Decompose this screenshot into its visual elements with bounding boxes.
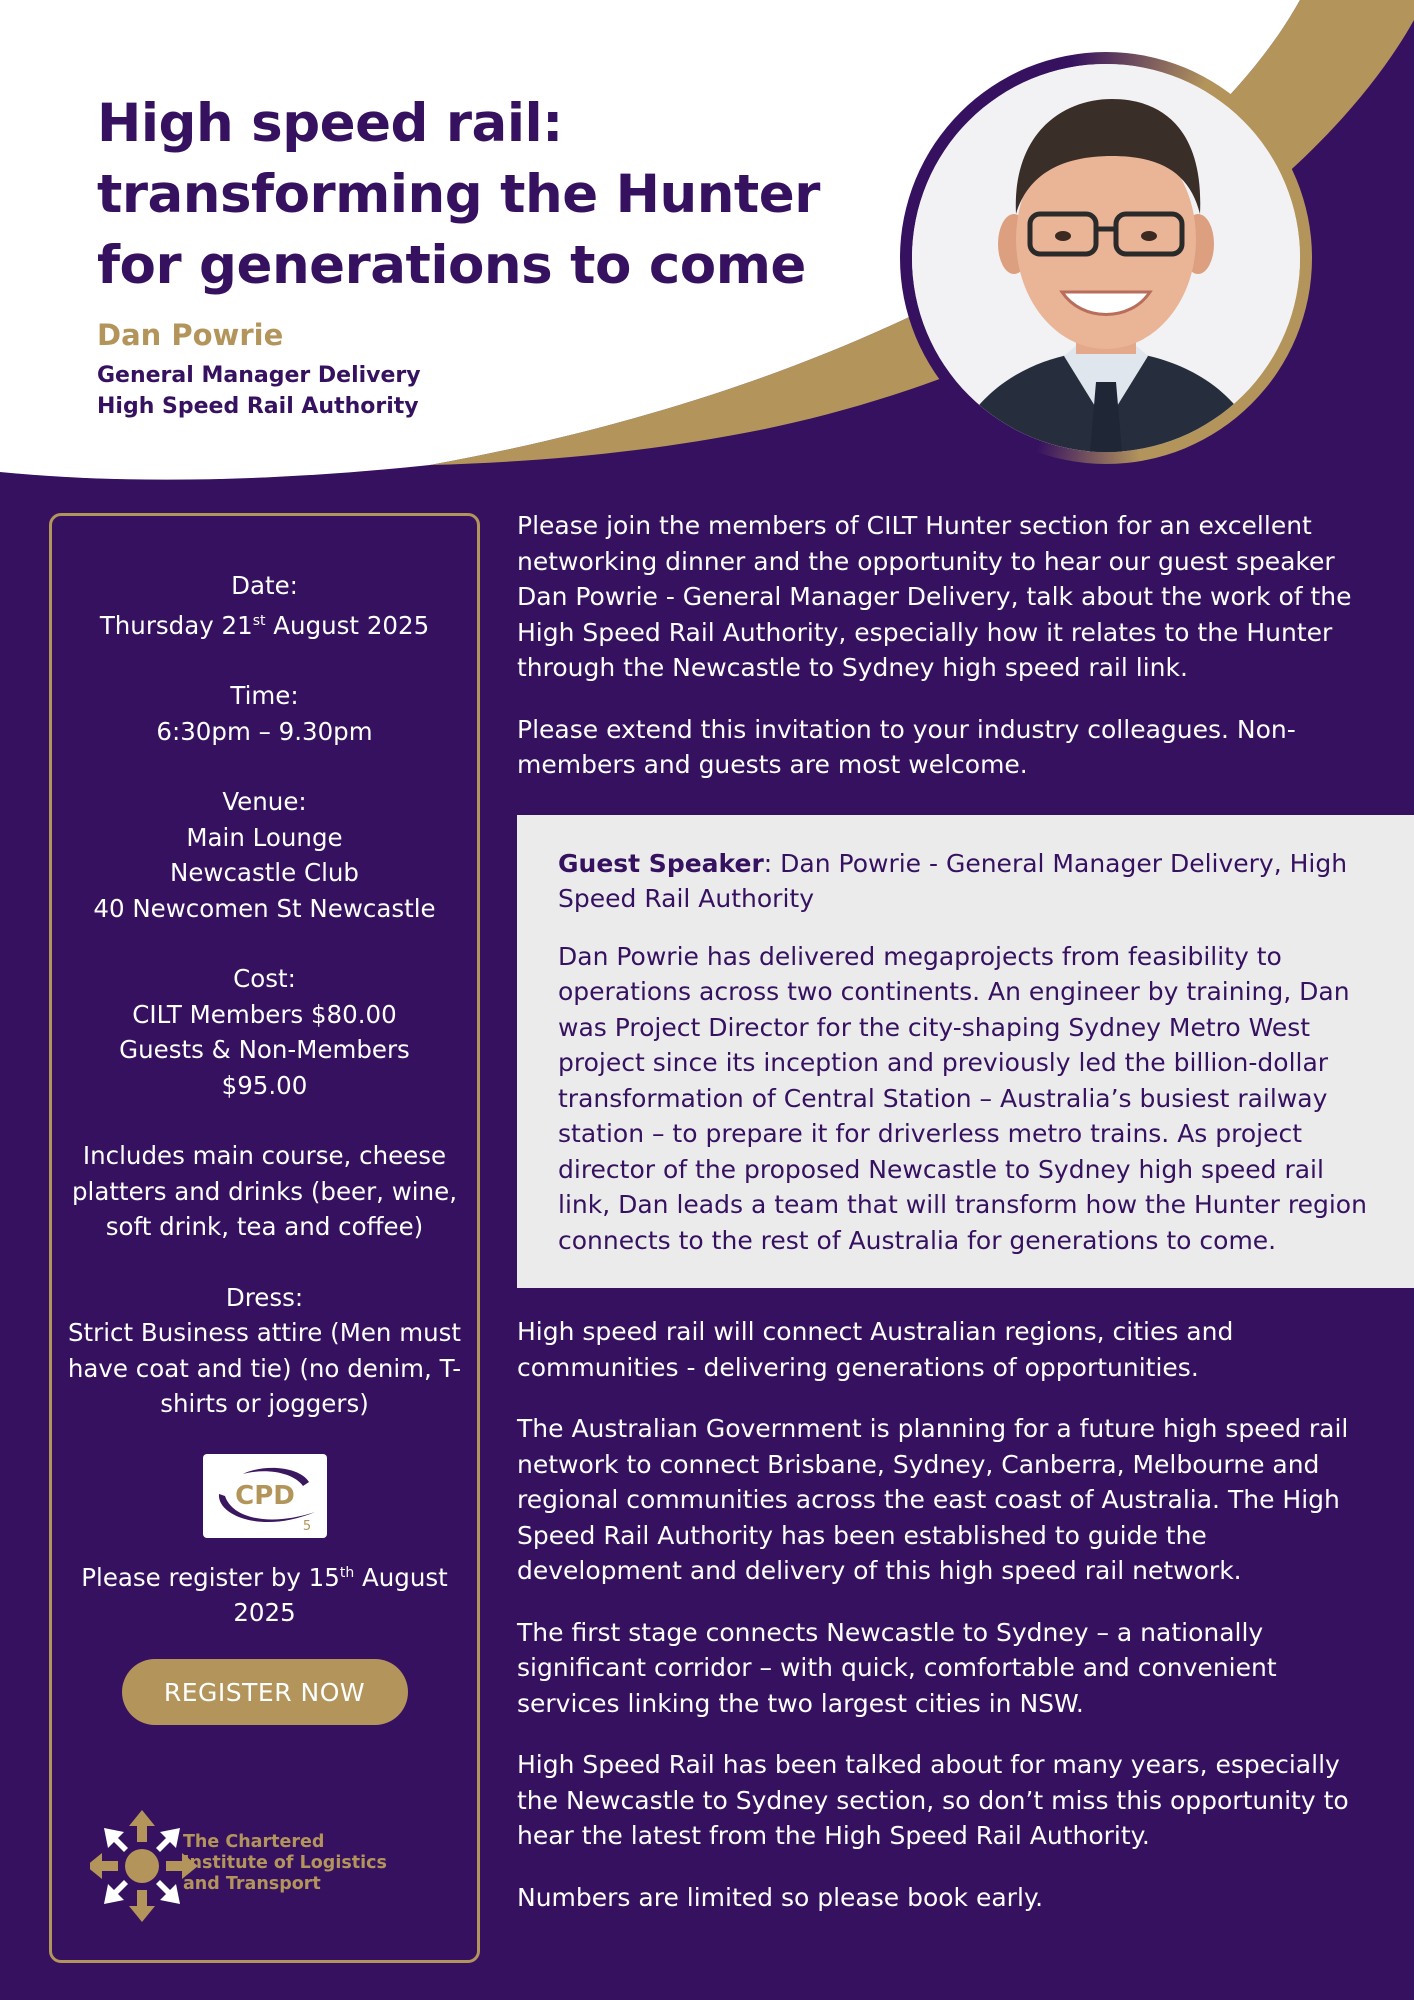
- speaker-portrait: [900, 52, 1312, 464]
- guest-speaker-box: [517, 815, 1414, 1289]
- speaker-role-line2: High Speed Rail Authority: [97, 394, 419, 419]
- speaker-bio: Dan Powrie has delivered megaprojects from feasibility to operations across two continents. An engineer by training, Dan was Project Director for the city-shaping Sydney Metro West project since its inception and previously led the billion-dollar transformation of Central Station – Australia’s busiest railway station – to prepare it for driverless metro trains. As project director of the proposed Newcastle to Sydney high speed rail link, Dan leads a team that will transform how the Hunter region connects to the rest of Australia for generations to come.: [558, 941, 1367, 1255]
- register-pre: Please register by 15: [81, 1562, 340, 1592]
- date-block: [66, 568, 463, 643]
- cpd-logo-icon: [203, 1454, 327, 1538]
- cost-guests: Guests & Non-Members $95.00: [119, 1035, 410, 1100]
- time-label: Time:: [230, 681, 299, 711]
- paragraph-2: The Australian Government is planning for a future high speed rail network to connect Brisbane, Sydney, Canberra, Melbourne and regional communities across the east coast of Australia. The High Speed Rail Authority has been established to guide the development and delivery of this high speed rail network.: [517, 1414, 1349, 1585]
- paragraph-1: High speed rail will connect Australian regions, cities and communities - delivering generations of opportunities.: [517, 1317, 1234, 1382]
- guest-speaker-value: : Dan Powrie - General Manager Delivery, High Speed Rail Authority: [558, 848, 1348, 913]
- event-details-panel: [49, 513, 480, 1963]
- time-value: 6:30pm – 9.30pm: [156, 716, 373, 746]
- cost-label: Cost:: [233, 964, 296, 994]
- cost-members: CILT Members $80.00: [132, 999, 397, 1029]
- dress-label: Dress:: [225, 1282, 304, 1312]
- venue-block: [66, 784, 463, 926]
- dress-block: [66, 1280, 463, 1422]
- dress-value: Strict Business attire (Men must have coat and tie) (no denim, T-shirts or joggers): [67, 1318, 462, 1419]
- logo-line2: Institute of Logistics: [183, 1853, 387, 1873]
- date-month-year: August 2025: [265, 610, 430, 640]
- speaker-name: Dan Powrie: [97, 318, 284, 352]
- includes-block: [66, 1138, 463, 1245]
- page-title: High speed rail: transforming the Hunter for generations to come: [97, 93, 820, 296]
- cilt-logo-text: [183, 1832, 387, 1895]
- register-post: August 2025: [233, 1562, 448, 1628]
- register-suffix: th: [339, 1564, 355, 1581]
- venue-line3: 40 Newcomen St Newcastle: [93, 893, 436, 923]
- main-content: [517, 508, 1375, 1941]
- venue-line1: Main Lounge: [186, 822, 343, 852]
- venue-label: Venue:: [222, 787, 307, 817]
- speaker-role-line1: General Manager Delivery: [97, 363, 421, 388]
- paragraph-4: High Speed Rail has been talked about for many years, especially the Newcastle to Sydney section, so don’t miss this opportunity to hear the latest from the High Speed Rail Authority.: [517, 1750, 1349, 1850]
- register-deadline: [66, 1556, 463, 1631]
- speaker-role: [97, 360, 421, 422]
- guest-speaker-line: [558, 846, 1374, 917]
- time-block: [66, 678, 463, 749]
- includes-text: Includes main course, cheese platters and drinks (beer, wine, soft drink, tea and coffee): [71, 1141, 457, 1242]
- date-day: Thursday 21: [99, 610, 253, 640]
- guest-speaker-label: Guest Speaker: [558, 848, 764, 878]
- portrait-photo: [912, 64, 1300, 452]
- register-now-button[interactable]: REGISTER NOW: [122, 1659, 408, 1725]
- paragraph-3: The first stage connects Newcastle to Sydney – a nationally significant corridor – with quick, comfortable and convenient services linking the two largest cities in NSW.: [517, 1617, 1277, 1718]
- date-value: [66, 604, 463, 644]
- extend-paragraph: Please extend this invitation to your industry colleagues. Non-members and guests are most welcome.: [517, 714, 1296, 779]
- date-suffix: st: [252, 612, 266, 629]
- cpd-badge: [203, 1454, 327, 1538]
- portrait-illustration: [912, 64, 1300, 452]
- logo-line3: and Transport: [183, 1874, 321, 1894]
- paragraph-5: Numbers are limited so please book early.: [517, 1882, 1044, 1912]
- date-label: Date:: [231, 571, 298, 600]
- intro-paragraph: Please join the members of CILT Hunter section for an excellent networking dinner and the opportunity to hear our guest speaker Dan Powrie - General Manager Delivery, talk about the work of the High Speed Rail Authority, especially how it relates to the Hunter through the Newcastle to Sydney high speed rail link.: [517, 511, 1352, 682]
- cpd-text: CPD: [234, 1480, 295, 1511]
- logo-line1: The Chartered: [183, 1832, 325, 1852]
- cost-block: [66, 961, 463, 1103]
- cpd-points: 5: [302, 1518, 311, 1534]
- venue-line2: Newcastle Club: [170, 858, 359, 888]
